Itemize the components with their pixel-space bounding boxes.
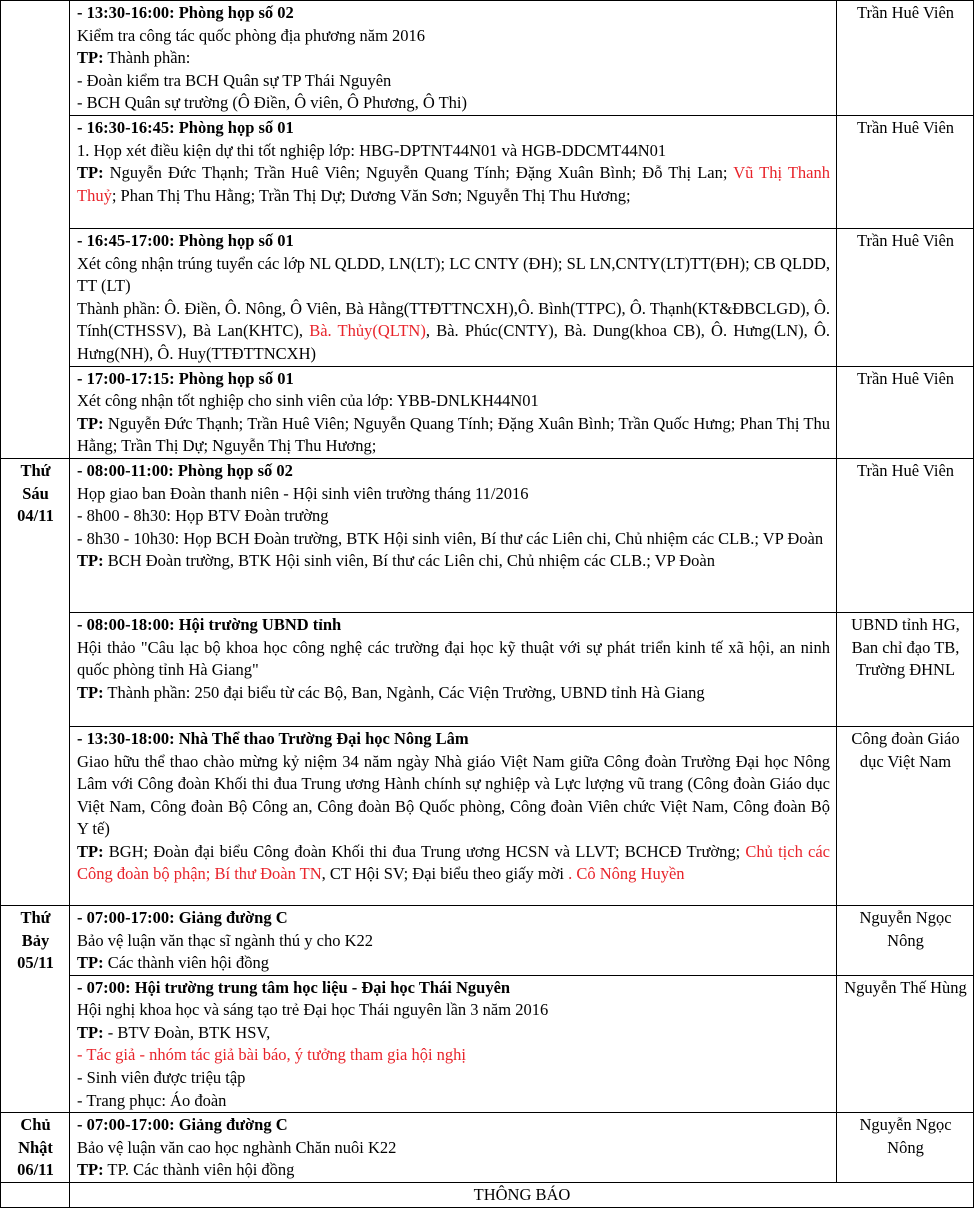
event-description: Kiểm tra công tác quốc phòng địa phương năm 2016 bbox=[77, 25, 426, 45]
footer-notice: THÔNG BÁO bbox=[70, 1183, 974, 1208]
event-description: Hội nghị khoa học và sáng tạo trẻ Đại học Thái nguyên lần 3 năm 2016 bbox=[77, 1000, 549, 1020]
event-cell bbox=[70, 975, 837, 1113]
event-heading: - 08:00-18:00: Hội trường UBND tỉnh bbox=[77, 614, 342, 634]
event-cell bbox=[70, 1113, 837, 1183]
event-cell bbox=[70, 612, 837, 726]
event-description: Bảo vệ luận văn cao học nghành Chăn nuôi K22 bbox=[77, 1137, 397, 1157]
tp-label: TP: bbox=[77, 1160, 104, 1180]
day-name: Thứ bbox=[20, 460, 51, 480]
responsible-cell: Trần Huê Viên bbox=[837, 1, 974, 116]
day-cell-empty bbox=[1, 1183, 70, 1208]
day-cell-sunday bbox=[1, 1113, 70, 1183]
event-line bbox=[77, 1044, 830, 1067]
day-date: 05/11 bbox=[17, 953, 54, 973]
tp-text: Nguyễn Đức Thạnh; Trần Huê Viên; Nguyễn Quang Tính; Đặng Xuân Bình; Đỗ Thị Lan; bbox=[103, 163, 734, 183]
event-description: Bảo vệ luận văn thạc sĩ ngành thú y cho K22 bbox=[77, 930, 374, 950]
table-row bbox=[1, 1183, 974, 1208]
event-heading: - 16:45-17:00: Phòng họp số 01 bbox=[77, 230, 294, 250]
event-participants bbox=[77, 47, 830, 70]
tp-label: TP: bbox=[77, 163, 104, 183]
table-row bbox=[1, 115, 974, 228]
event-participants bbox=[77, 1022, 830, 1045]
table-row bbox=[1, 726, 974, 905]
table-row bbox=[1, 366, 974, 458]
tp-label: TP: bbox=[77, 682, 104, 702]
event-description: Xét công nhận trúng tuyển các lớp NL QLDD, LN(LT); LC CNTY (ĐH); SL LN,CNTY(LT)TT(ĐH); CB QLDD, TT (LT) bbox=[77, 253, 830, 296]
event-line: - Sinh viên được triệu tập bbox=[77, 1068, 246, 1088]
event-participants bbox=[77, 841, 830, 886]
tp-highlight: Bà. Thủy(QLTN) bbox=[309, 321, 426, 341]
event-line: - 8h30 - 10h30: Họp BCH Đoàn trường, BTK Hội sinh viên, Bí thư các Liên chi, Chủ nhiệm các CLB.; VP Đoàn bbox=[77, 528, 824, 548]
event-heading: - 07:00-17:00: Giảng đường C bbox=[77, 1115, 288, 1135]
responsible-cell: Nguyễn Ngọc Nông bbox=[837, 1113, 974, 1183]
table-row bbox=[1, 612, 974, 726]
tp-text: Thành phần: bbox=[103, 48, 191, 68]
tp-highlight: Vũ Thị Thanh Thuỷ bbox=[77, 163, 830, 205]
event-line: - 8h00 - 8h30: Họp BTV Đoàn trường bbox=[77, 506, 329, 526]
event-cell bbox=[70, 115, 837, 228]
responsible-cell: UBND tỉnh HG, Ban chỉ đạo TB, Trường ĐHNL bbox=[837, 612, 974, 726]
tp-label: TP: bbox=[77, 1022, 104, 1042]
event-participants bbox=[77, 298, 830, 366]
event-cell bbox=[70, 458, 837, 612]
responsible-cell: Nguyễn Thế Hùng bbox=[837, 975, 974, 1113]
day-name: Nhật bbox=[18, 1137, 53, 1157]
event-participants bbox=[77, 1159, 830, 1182]
event-line: - Trang phục: Áo đoàn bbox=[77, 1090, 227, 1110]
event-participants bbox=[77, 682, 830, 705]
tp-text: , CT Hội SV; Đại biểu theo giấy mời bbox=[321, 864, 569, 884]
event-cell bbox=[70, 228, 837, 366]
tp-text: Thành phần: Ô. Điền, Ô. Nông, Ô Viên, Bà Hằng(TTĐTTNCXH),Ô. Bình(TTPC), Ô. Thạnh(KT&ĐBCLGD), Ô. Tính(CTHSSV), Bà Lan(KHTC), bbox=[77, 298, 830, 341]
event-heading: - 07:00-17:00: Giảng đường C bbox=[77, 907, 288, 927]
tp-label: TP: bbox=[77, 551, 104, 571]
event-cell bbox=[70, 1, 837, 116]
tp-text: BCH Đoàn trường, BTK Hội sinh viên, Bí thư các Liên chi, Chủ nhiệm các CLB.; VP Đoàn bbox=[103, 551, 715, 571]
tp-label: TP: bbox=[77, 841, 104, 861]
event-cell bbox=[70, 366, 837, 458]
tp-highlight: Chủ tịch các Công đoàn bộ phận; Bí thư Đoàn TN bbox=[77, 841, 831, 884]
event-line: - BCH Quân sự trường (Ô Điền, Ô viên, Ô Phương, Ô Thi) bbox=[77, 93, 467, 113]
table-row bbox=[1, 975, 974, 1113]
event-heading: - 17:00-17:15: Phòng họp số 01 bbox=[77, 368, 294, 388]
tp-highlight: . Cô Nông Huyền bbox=[568, 864, 685, 884]
responsible-cell: Trần Huê Viên bbox=[837, 115, 974, 228]
event-cell bbox=[70, 726, 837, 905]
event-participants bbox=[77, 952, 830, 975]
day-name: Thứ bbox=[20, 907, 51, 927]
day-cell-empty bbox=[1, 1, 70, 459]
event-heading: - 16:30-16:45: Phòng họp số 01 bbox=[77, 117, 294, 137]
event-line: - Đoàn kiểm tra BCH Quân sự TP Thái Nguyên bbox=[77, 70, 392, 90]
tp-text: Thành phần: 250 đại biểu từ các Bộ, Ban, Ngành, Các Viện Trường, UBND tỉnh Hà Giang bbox=[103, 682, 705, 702]
day-name: Bảy bbox=[21, 930, 50, 950]
tp-text: Nguyễn Đức Thạnh; Trần Huê Viên; Nguyễn Quang Tính; Đặng Xuân Bình; Trần Quốc Hưng; Phan Thị Thu Hằng; Trần Thị Dự; Nguyễn Thị Thu Hương; bbox=[77, 413, 830, 456]
tp-label: TP: bbox=[77, 413, 104, 433]
day-name: Chủ bbox=[20, 1115, 51, 1135]
event-description: Hội thảo "Câu lạc bộ khoa học công nghệ các trường đại học kỹ thuật với sự phát triển kinh tế xã hội, an ninh quốc phòng tỉnh Hà Giang" bbox=[77, 637, 830, 680]
table-row bbox=[1, 228, 974, 366]
day-cell-saturday bbox=[1, 905, 70, 1112]
table-row bbox=[1, 905, 974, 975]
tp-text: TP. Các thành viên hội đồng bbox=[103, 1160, 295, 1180]
event-heading: - 13:30-16:00: Phòng họp số 02 bbox=[77, 3, 294, 22]
day-cell-friday bbox=[1, 458, 70, 905]
event-heading: - 07:00: Hội trường trung tâm học liệu - Đại học Thái Nguyên bbox=[77, 977, 511, 997]
tp-text: Các thành viên hội đồng bbox=[103, 953, 270, 973]
table-row bbox=[1, 458, 974, 612]
event-participants bbox=[77, 162, 830, 207]
event-heading: - 13:30-18:00: Nhà Thể thao Trường Đại học Nông Lâm bbox=[77, 728, 469, 748]
tp-text: BGH; Đoàn đại biểu Công đoàn Khối thi đua Trung ương HCSN và LLVT; BCHCĐ Trường; bbox=[103, 841, 746, 861]
responsible-cell: Công đoàn Giáo dục Việt Nam bbox=[837, 726, 974, 905]
event-description: Giao hữu thể thao chào mừng kỷ niệm 34 năm ngày Nhà giáo Việt Nam giữa Công đoàn Trường Đại học Nông Lâm với Công đoàn Khối thi đua Trung ương Hành chính sự nghiệp và Lực lượng vũ trang (Công đoàn Giáo dục Việt Nam, Công đoàn Bộ Công an, Công đoàn Bộ Quốc phòng, Công đoàn Viên chức Việt Nam, Công đoàn Bộ Y tế) bbox=[77, 751, 830, 839]
event-heading: - 08:00-11:00: Phòng họp số 02 bbox=[77, 460, 293, 480]
event-cell bbox=[70, 905, 837, 975]
event-description: 1. Họp xét điều kiện dự thi tốt nghiệp lớp: HBG-DPTNT44N01 và HGB-DDCMT44N01 bbox=[77, 140, 667, 160]
responsible-cell: Nguyễn Ngọc Nông bbox=[837, 905, 974, 975]
event-participants bbox=[77, 550, 830, 573]
responsible-cell: Trần Huê Viên bbox=[837, 228, 974, 366]
tp-text: ; Phan Thị Thu Hằng; Trần Thị Dự; Dương Văn Sơn; Nguyễn Thị Thu Hương; bbox=[111, 185, 631, 205]
responsible-cell: Trần Huê Viên bbox=[837, 458, 974, 612]
table-row bbox=[1, 1113, 974, 1183]
tp-text: , Bà. Phúc(CNTY), Bà. Dung(khoa CB), Ô. Hưng(LN), Ô. Hưng(NH), Ô. Huy(TTĐTTNCXH) bbox=[77, 321, 831, 363]
tp-label: TP: bbox=[77, 48, 104, 68]
red-prefix: - bbox=[77, 1045, 87, 1065]
tp-text: - BTV Đoàn, BTK HSV, bbox=[103, 1022, 271, 1042]
day-date: 06/11 bbox=[17, 1160, 54, 1180]
table-row bbox=[1, 1, 974, 116]
day-date: 04/11 bbox=[17, 506, 54, 526]
responsible-cell: Trần Huê Viên bbox=[837, 366, 974, 458]
event-description: Xét công nhận tốt nghiệp cho sinh viên của lớp: YBB-DNLKH44N01 bbox=[77, 391, 539, 411]
event-participants bbox=[77, 413, 830, 458]
day-name: Sáu bbox=[22, 483, 49, 503]
tp-label: TP: bbox=[77, 953, 104, 973]
event-description: Họp giao ban Đoàn thanh niên - Hội sinh viên trường tháng 11/2016 bbox=[77, 483, 529, 503]
red-line: Tác giả - nhóm tác giả bài báo, ý tưởng tham gia hội nghị bbox=[86, 1045, 466, 1065]
